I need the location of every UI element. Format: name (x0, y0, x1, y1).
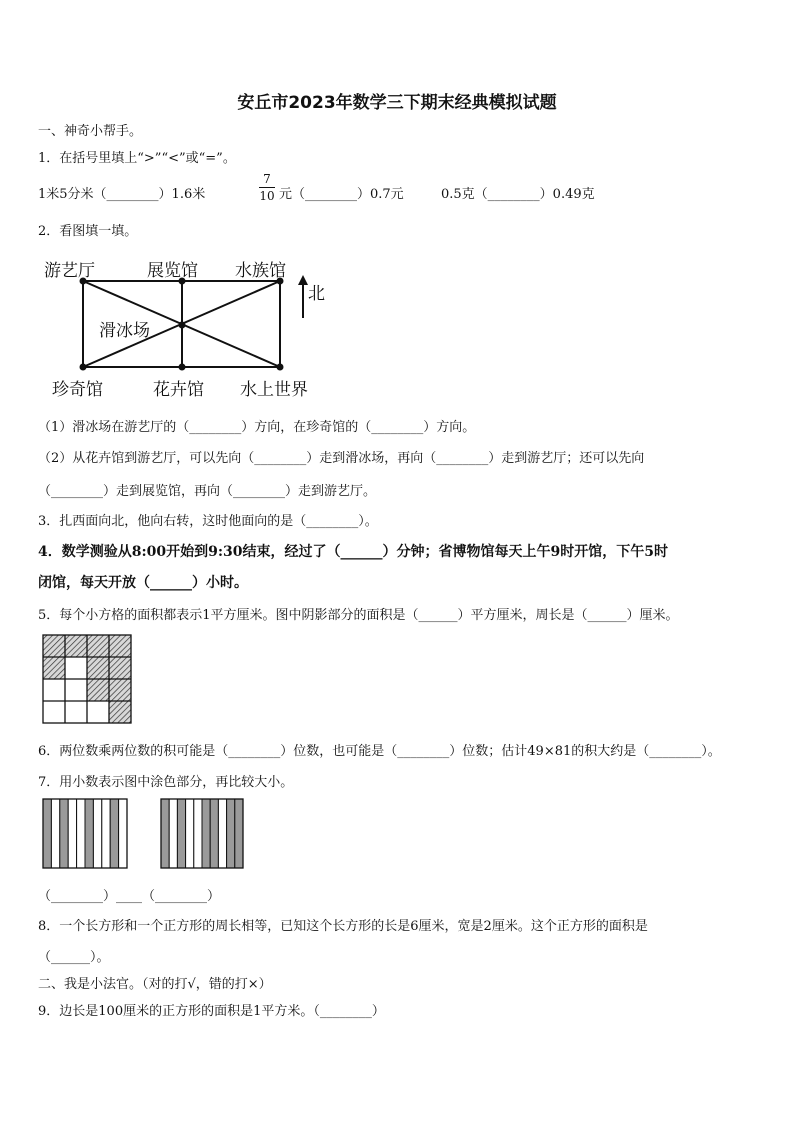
left-stripe-shaded (43, 799, 51, 868)
question-9: 9．边长是100厘米的正方形的面积是1平方米。（________） (38, 1004, 385, 1019)
map-point-center (179, 322, 186, 329)
question-1-item-2: 元（________）0.7元 (279, 187, 404, 202)
left-stripe (77, 799, 85, 868)
left-stripe (119, 799, 127, 868)
north-arrow-icon (298, 275, 308, 318)
fraction-seven-tenths (259, 172, 275, 203)
right-stripe (194, 799, 202, 868)
question-4-line-1: 4．数学测验从8:00开始到9:30结束，经过了（______）分钟；省博物馆每天上午9时开馆，下午5时 (38, 544, 669, 560)
left-stripe (93, 799, 101, 868)
left-stripe (51, 799, 59, 868)
question-1-stem: 1．在括号里填上“>”“<”或“=”。 (38, 151, 236, 166)
fraction-numerator: 7 (263, 172, 271, 186)
question-1-item-3: 0.5克（________）0.49克 (441, 187, 595, 202)
left-stripe (102, 799, 110, 868)
area-grid-figure (42, 634, 134, 726)
question-6: 6．两位数乘两位数的积可能是（________）位数，也可能是（________）位数；估计49×81的积大约是（________）。 (38, 744, 721, 759)
stripe-figure-left (42, 798, 128, 869)
fraction-denominator: 10 (259, 189, 275, 203)
map-label-center: 滑冰场 (99, 321, 150, 341)
fraction-bar (259, 187, 275, 188)
question-5: 5．每个小方格的面积都表示1平方厘米。图中阴影部分的面积是（______）平方厘米，周长是（______）厘米。 (38, 608, 679, 623)
question-4-line-2: 闭馆，每天开放（______）小时。 (38, 575, 248, 591)
map-point-bottom-right (277, 364, 284, 371)
right-stripe-shaded (235, 799, 243, 868)
question-2-sub-2-line-1: （2）从花卉馆到游艺厅，可以先向（________）走到滑冰场，再向（________）走到游艺厅；还可以先向 (38, 451, 645, 466)
left-stripe-shaded (60, 799, 68, 868)
question-7-answer-line: （________）____（________） (38, 889, 221, 904)
page-title: 安丘市2023年数学三下期末经典模拟试题 (237, 93, 557, 113)
question-2-stem: 2．看图填一填。 (38, 224, 138, 239)
right-stripe (186, 799, 194, 868)
right-stripe-shaded (210, 799, 218, 868)
map-label-bottom-left: 珍奇馆 (52, 380, 103, 400)
map-point-bottom-mid (179, 364, 186, 371)
question-1-item-1: 1米5分米（________）1.6米 (38, 187, 206, 202)
question-7-stem: 7．用小数表示图中涂色部分，再比较大小。 (38, 775, 294, 790)
map-label-top-left: 游艺厅 (44, 261, 95, 281)
question-8-line-2: （______）。 (38, 950, 110, 965)
question-2-sub-2-line-2: （________）走到展览馆，再向（________）走到游艺厅。 (38, 484, 377, 499)
right-stripe-shaded (161, 799, 169, 868)
map-label-bottom-mid: 花卉馆 (153, 380, 204, 400)
right-stripe-shaded (177, 799, 185, 868)
stripe-figure-right (160, 798, 244, 869)
left-stripe-shaded (85, 799, 93, 868)
map-label-north: 北 (308, 284, 325, 304)
map-label-bottom-right: 水上世界 (240, 380, 308, 400)
right-stripe (218, 799, 226, 868)
left-stripe-shaded (110, 799, 118, 868)
question-8-line-1: 8．一个长方形和一个正方形的周长相等，已知这个长方形的长是6厘米，宽是2厘米。这个正方形的面积是 (38, 919, 648, 934)
right-stripe-shaded (202, 799, 210, 868)
section-heading-1: 一、神奇小帮手。 (38, 124, 143, 139)
left-stripe (68, 799, 76, 868)
question-3: 3．扎西面向北，他向右转，这时他面向的是（________）。 (38, 514, 378, 529)
question-2-sub-1: （1）滑冰场在游艺厅的（________）方向，在珍奇馆的（________）方向。 (38, 420, 476, 435)
map-label-top-right: 水族馆 (235, 261, 286, 281)
map-label-top-mid: 展览馆 (147, 261, 198, 281)
map-point-bottom-left (80, 364, 87, 371)
section-heading-2: 二、我是小法官。（对的打√，错的打×） (38, 977, 272, 992)
right-stripe (169, 799, 177, 868)
right-stripe-shaded (227, 799, 235, 868)
